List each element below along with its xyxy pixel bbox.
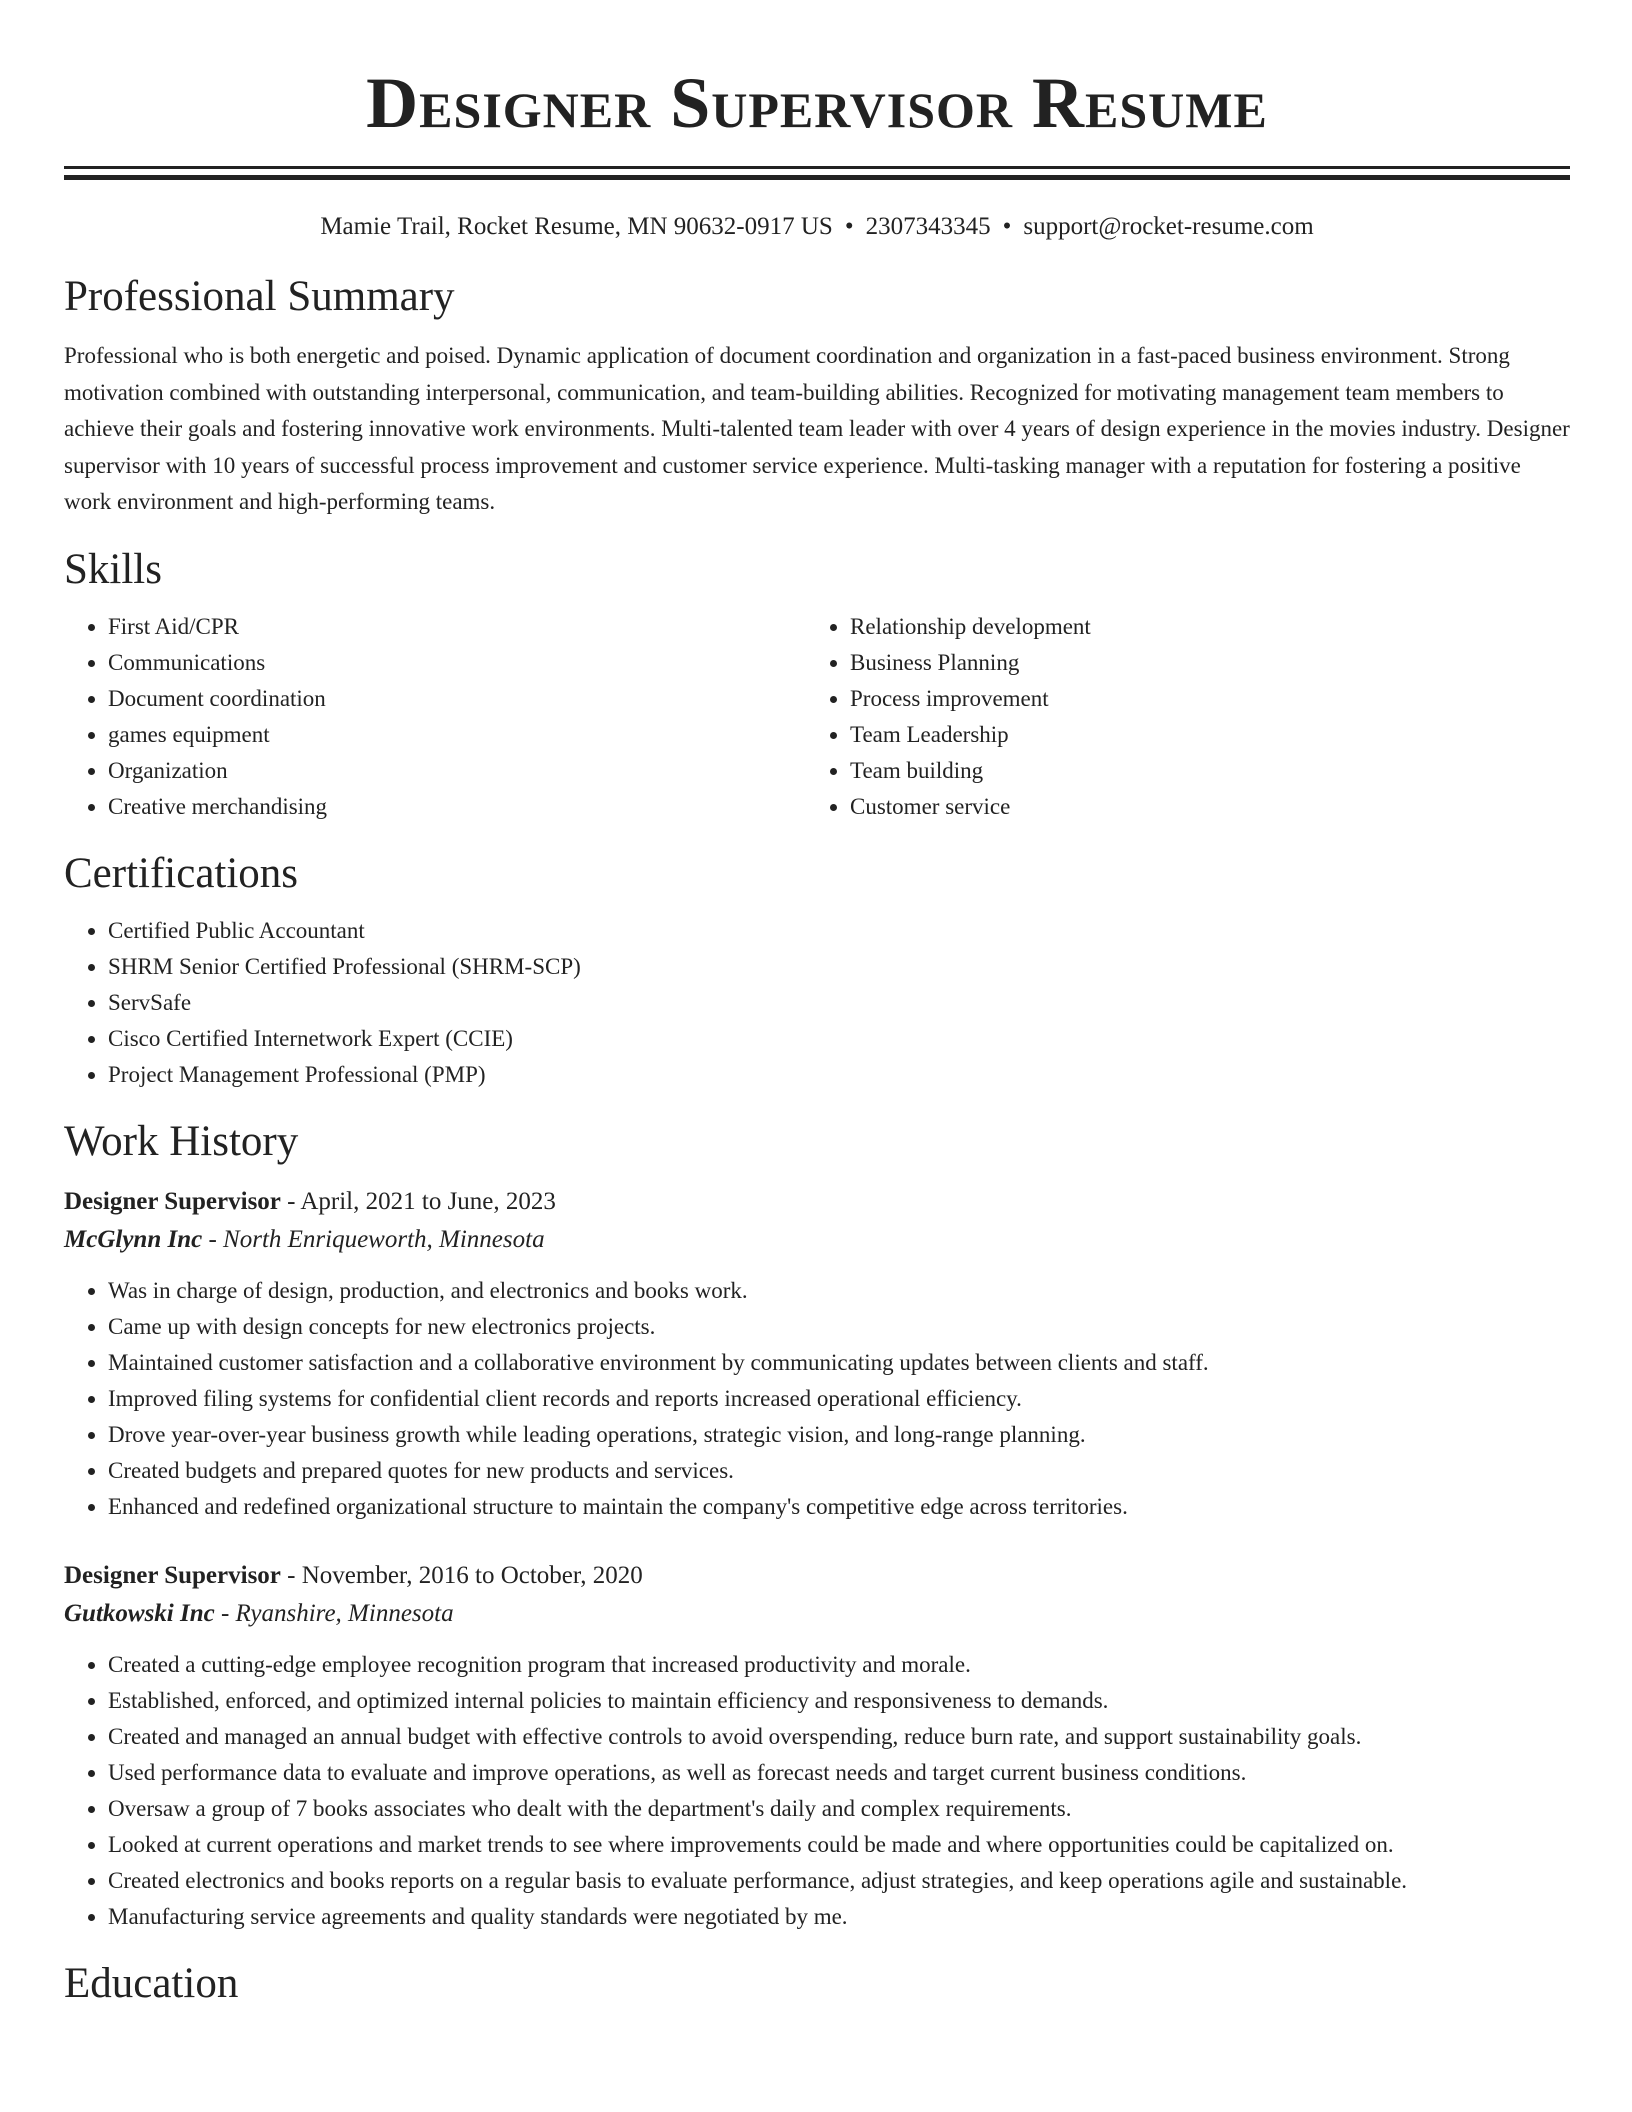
skill-item: • Document coordination <box>108 681 806 717</box>
job-bullet: • Manufacturing service agreements and quality standards were negotiated by me. <box>108 1899 1570 1935</box>
title-rule-thin <box>64 166 1570 169</box>
job-location: - North Enriqueworth, Minnesota <box>202 1225 545 1253</box>
job-bullet: • Created electronics and books reports on a regular basis to evaluate performance, adjust strategies, and keep operations agile and sustainable. <box>108 1863 1570 1899</box>
job-bullet: • Used performance data to evaluate and improve operations, as well as forecast needs and target current business conditions. <box>108 1755 1570 1791</box>
job-company: Gutkowski Inc <box>64 1599 215 1627</box>
job-header <box>64 1183 1570 1221</box>
certifications-heading: Certifications <box>64 849 299 897</box>
job-bullet: • Enhanced and redefined organizational structure to maintain the company's competitive edge across territories. <box>108 1489 1570 1525</box>
summary-text: Professional who is both energetic and poised. Dynamic application of document coordination and organization in a fast-paced business environment. Strong motivation combined with outstanding interpersonal, communication, and team-building abilities. Recognized for motivating management team members to achieve their goals and fostering innovative work environments. Multi-talented team leader with over 4 years of design experience in the movies industry. Designer supervisor with 10 years of successful process improvement and customer service experience. Multi-tasking manager with a reputation for fostering a positive work environment and high-performing teams. <box>64 343 1570 514</box>
skill-item: • Customer service <box>850 789 1548 825</box>
skills-list-right <box>806 609 1548 825</box>
work-section <box>64 1115 1570 1935</box>
skills-section <box>64 543 1570 825</box>
job-bullet: • Created a cutting-edge employee recognition program that increased productivity and morale. <box>108 1647 1570 1683</box>
job-header <box>64 1557 1570 1595</box>
job-dates: - April, 2021 to June, 2023 <box>280 1187 556 1215</box>
job-bullet: • Maintained customer satisfaction and a collaborative environment by communicating updates between clients and staff. <box>108 1345 1570 1381</box>
certification-item: • Project Management Professional (PMP) <box>108 1057 1570 1093</box>
skills-heading: Skills <box>64 545 162 593</box>
job-bullet: • Created budgets and prepared quotes for new products and services. <box>108 1453 1570 1489</box>
job-bullet: • Established, enforced, and optimized internal policies to maintain efficiency and responsiveness to demands. <box>108 1683 1570 1719</box>
certifications-list <box>64 913 1570 1093</box>
skill-item: • First Aid/CPR <box>108 609 806 645</box>
certifications-section <box>64 847 1570 1093</box>
certification-item: • Certified Public Accountant <box>108 913 1570 949</box>
skill-item: • Organization <box>108 753 806 789</box>
job-title: Designer Supervisor <box>64 1561 281 1589</box>
education-section <box>64 1957 1570 2011</box>
job-bullet: • Looked at current operations and market trends to see where improvements could be made and where opportunities could be capitalized on. <box>108 1827 1570 1863</box>
contact-line <box>64 210 1570 244</box>
contact-email[interactable]: support@rocket-resume.com <box>1023 213 1314 240</box>
job-bullet: • Improved filing systems for confidential client records and reports increased operational efficiency. <box>108 1381 1570 1417</box>
job-dates: - November, 2016 to October, 2020 <box>280 1561 643 1589</box>
contact-address: Mamie Trail, Rocket Resume, MN 90632-0917 US <box>320 213 833 240</box>
certification-item: • ServSafe <box>108 985 1570 1021</box>
certification-item: • SHRM Senior Certified Professional (SHRM-SCP) <box>108 949 1570 985</box>
summary-heading: Professional Summary <box>64 273 455 320</box>
skill-item: • Process improvement <box>850 681 1548 717</box>
resume-page <box>64 0 1570 2011</box>
skills-list-left <box>64 609 806 825</box>
job-company-line <box>64 1221 1570 1259</box>
job-bullets <box>64 1273 1570 1525</box>
skill-item: • Creative merchandising <box>108 789 806 825</box>
job-company-line <box>64 1595 1570 1633</box>
job-bullet: • Came up with design concepts for new electronics projects. <box>108 1309 1570 1345</box>
job-location: - Ryanshire, Minnesota <box>214 1599 454 1627</box>
skill-item: • Communications <box>108 645 806 681</box>
job-bullet: • Created and managed an annual budget with effective controls to avoid overspending, reduce burn rate, and support sustainability goals. <box>108 1719 1570 1755</box>
job-bullets <box>64 1647 1570 1935</box>
job-entry <box>64 1557 1570 1935</box>
contact-separator: • <box>844 213 854 240</box>
job-bullet: • Was in charge of design, production, and electronics and books work. <box>108 1273 1570 1309</box>
skills-grid <box>64 609 1570 825</box>
education-heading: Education <box>64 1959 239 2007</box>
skill-item: • Team building <box>850 753 1548 789</box>
skill-item: • games equipment <box>108 717 806 753</box>
title-rule-thick <box>64 175 1570 180</box>
contact-phone: 2307343345 <box>865 213 991 240</box>
job-title: Designer Supervisor <box>64 1187 281 1215</box>
contact-separator: • <box>1002 213 1012 240</box>
skill-item: • Relationship development <box>850 609 1548 645</box>
work-heading: Work History <box>64 1117 299 1165</box>
resume-title: Designer Supervisor Resume <box>366 63 1268 143</box>
job-company: McGlynn Inc <box>64 1225 203 1253</box>
job-entry <box>64 1183 1570 1525</box>
job-bullet: • Oversaw a group of 7 books associates who dealt with the department's daily and complex requirements. <box>108 1791 1570 1827</box>
summary-section <box>64 270 1570 521</box>
skill-item: • Team Leadership <box>850 717 1548 753</box>
certification-item: • Cisco Certified Internetwork Expert (CCIE) <box>108 1021 1570 1057</box>
skill-item: • Business Planning <box>850 645 1548 681</box>
job-bullet: • Drove year-over-year business growth while leading operations, strategic vision, and long-range planning. <box>108 1417 1570 1453</box>
